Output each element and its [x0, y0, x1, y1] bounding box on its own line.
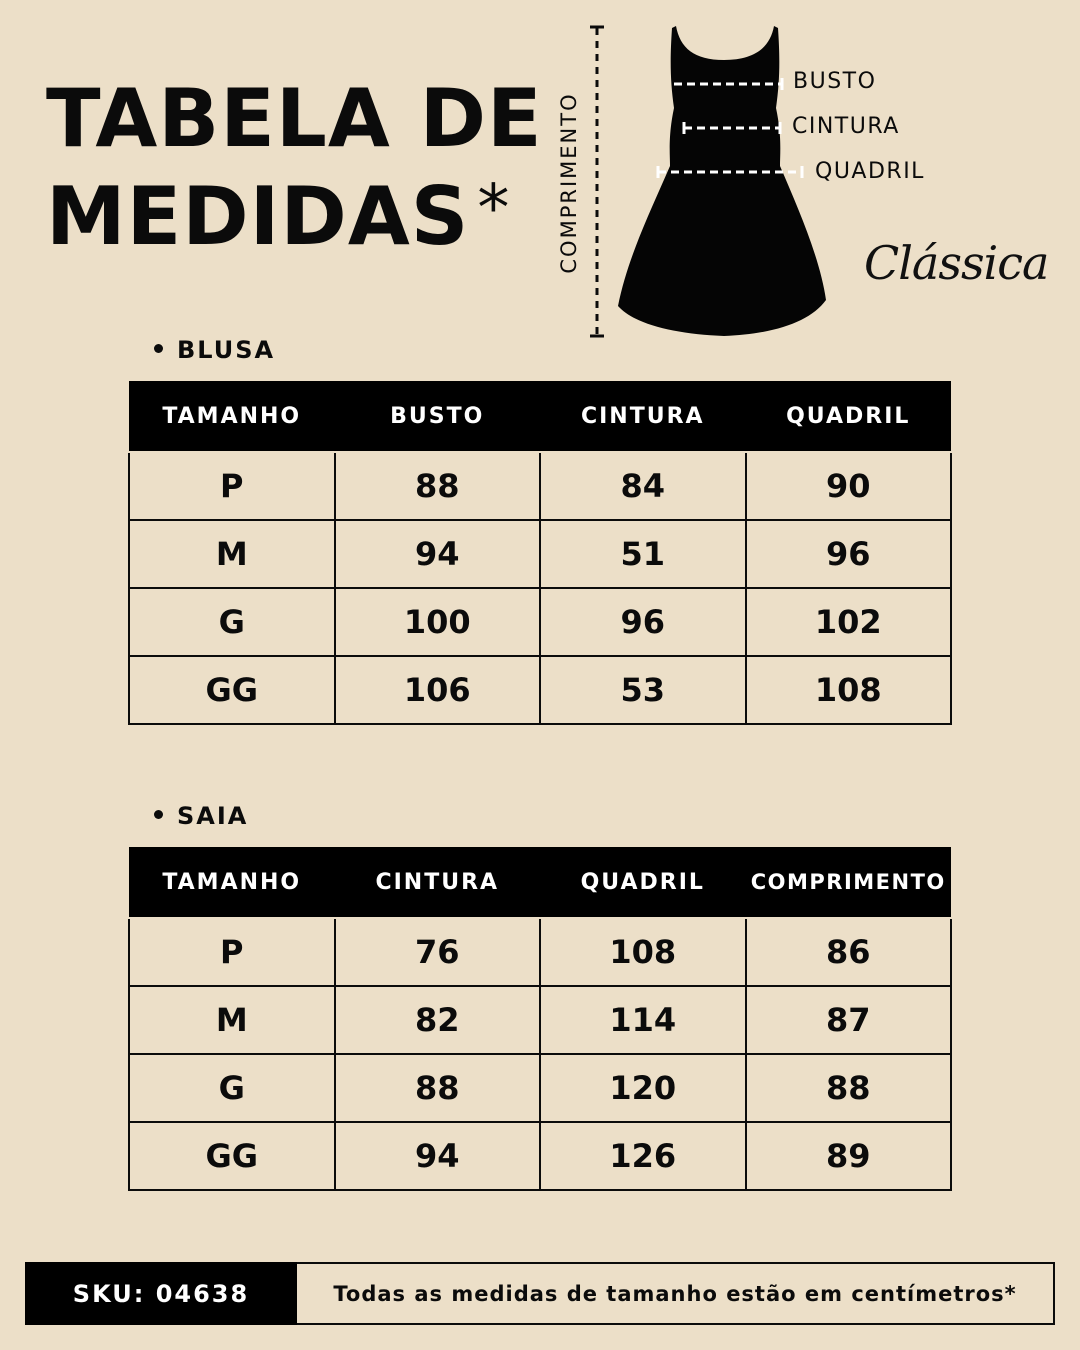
measurement-diagram [548, 18, 948, 348]
value-cell: 76 [335, 918, 541, 986]
value-cell: 126 [540, 1122, 746, 1190]
page-title [46, 70, 543, 272]
table-row [129, 986, 951, 1054]
table-row [129, 520, 951, 588]
title-line-1: TABELA DE [46, 72, 543, 165]
value-cell: 88 [746, 1054, 952, 1122]
value-cell: 108 [540, 918, 746, 986]
column-header: TAMANHO [129, 847, 335, 918]
sku-badge: SKU: 04638 [25, 1262, 297, 1325]
value-cell: 86 [746, 918, 952, 986]
value-cell: 89 [746, 1122, 952, 1190]
value-cell: 90 [746, 452, 952, 520]
blusa-size-table [128, 381, 952, 725]
brand-logo: Clássica [864, 236, 1049, 290]
value-cell: 88 [335, 1054, 541, 1122]
units-note: Todas as medidas de tamanho estão em centímetros* [297, 1262, 1055, 1325]
comprimento-label: COMPRIMENTO [557, 92, 581, 274]
bullet-icon [154, 810, 163, 819]
value-cell: 96 [746, 520, 952, 588]
value-cell: 114 [540, 986, 746, 1054]
section-label-blusa-text: BLUSA [177, 336, 276, 364]
title-line-2 [46, 168, 543, 272]
size-cell: GG [129, 1122, 335, 1190]
bullet-icon [154, 344, 163, 353]
quadril-label: QUADRIL [815, 159, 925, 184]
size-cell: GG [129, 656, 335, 724]
value-cell: 82 [335, 986, 541, 1054]
value-cell: 84 [540, 452, 746, 520]
value-cell: 88 [335, 452, 541, 520]
value-cell: 102 [746, 588, 952, 656]
column-header: QUADRIL [540, 847, 746, 918]
saia-size-table [128, 847, 952, 1191]
size-cell: G [129, 1054, 335, 1122]
value-cell: 94 [335, 520, 541, 588]
value-cell: 106 [335, 656, 541, 724]
section-label-blusa [154, 336, 275, 364]
value-cell: 120 [540, 1054, 746, 1122]
value-cell: 51 [540, 520, 746, 588]
value-cell: 94 [335, 1122, 541, 1190]
column-header: QUADRIL [746, 381, 952, 452]
column-header: CINTURA [335, 847, 541, 918]
table-row [129, 1122, 951, 1190]
value-cell: 53 [540, 656, 746, 724]
table-row [129, 452, 951, 520]
column-header: TAMANHO [129, 381, 335, 452]
value-cell: 96 [540, 588, 746, 656]
busto-label: BUSTO [793, 69, 877, 94]
table-row [129, 918, 951, 986]
size-cell: P [129, 452, 335, 520]
cintura-label: CINTURA [792, 114, 900, 139]
title-line-2-text: MEDIDAS [46, 170, 470, 263]
section-label-saia [154, 802, 248, 830]
table-header-row [129, 381, 951, 452]
value-cell: 108 [746, 656, 952, 724]
column-header: BUSTO [335, 381, 541, 452]
column-header: COMPRIMENTO [746, 847, 952, 918]
footer-bar [25, 1262, 1055, 1325]
size-cell: G [129, 588, 335, 656]
table-row [129, 656, 951, 724]
size-cell: P [129, 918, 335, 986]
table-row [129, 588, 951, 656]
column-header: CINTURA [540, 381, 746, 452]
value-cell: 87 [746, 986, 952, 1054]
table-header-row [129, 847, 951, 918]
table-row [129, 1054, 951, 1122]
size-cell: M [129, 520, 335, 588]
section-label-saia-text: SAIA [177, 802, 249, 830]
size-cell: M [129, 986, 335, 1054]
title-asterisk: * [477, 172, 511, 246]
value-cell: 100 [335, 588, 541, 656]
